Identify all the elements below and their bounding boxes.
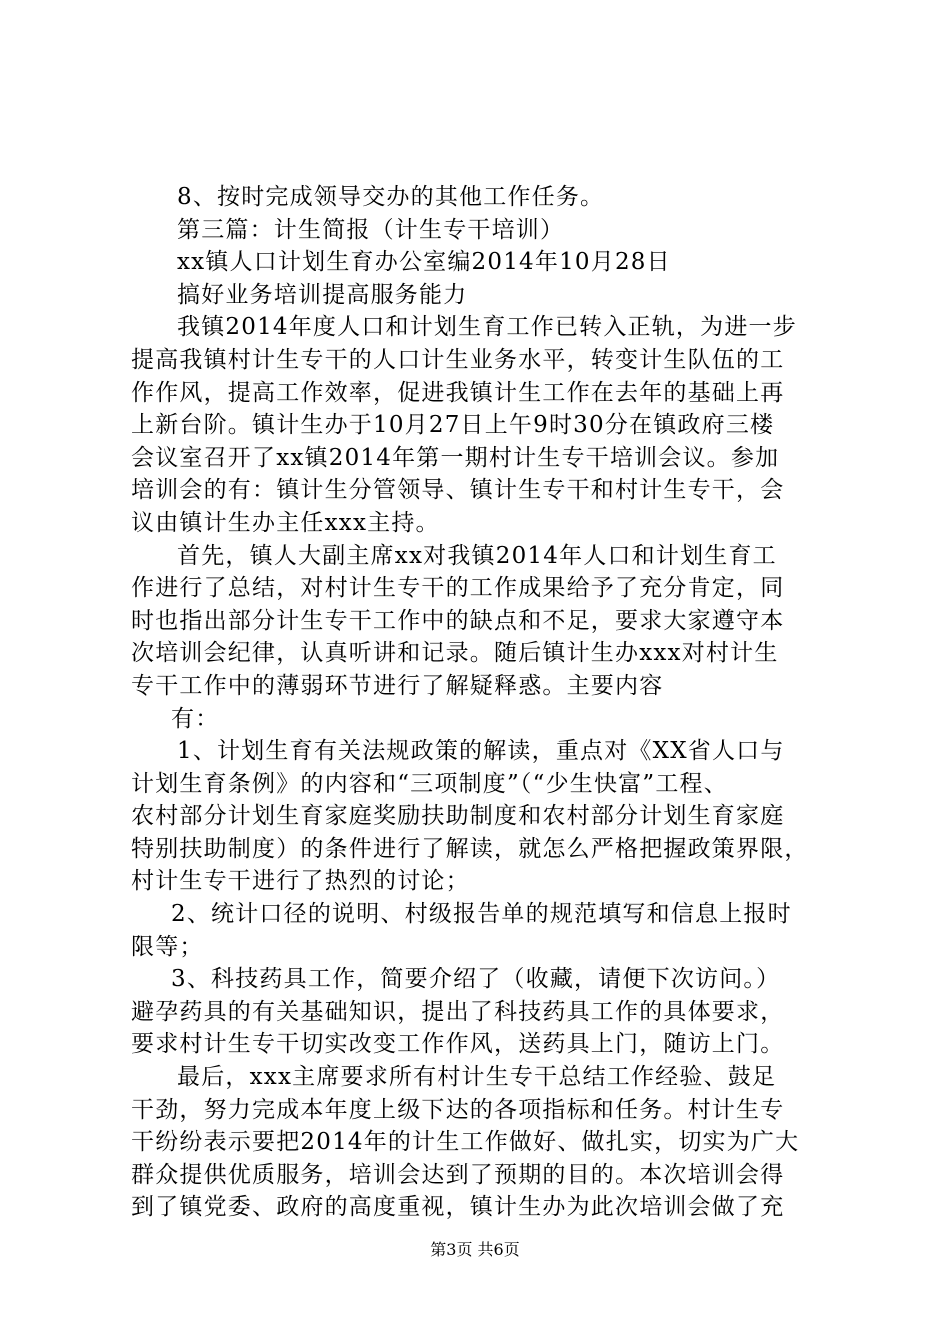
paragraph-2-line: 专干工作中的薄弱环节进行了解疑释惑。主要内容 xyxy=(131,672,664,699)
list-item-3-line: 避孕药具的有关基础知识，提出了科技药具工作的具体要求， xyxy=(131,998,785,1025)
list-item-2-line: 2、统计口径的说明、村级报告单的规范填写和信息上报时 xyxy=(171,901,792,928)
paragraph-1-line: 会议室召开了xx镇2014年第一期村计生专干培训会议。参加 xyxy=(131,444,780,471)
page-number-footer: 第3页 共6页 xyxy=(430,1240,520,1259)
paragraph-1-line: 提高我镇村计生专干的人口计生业务水平，转变计生队伍的工 xyxy=(131,346,785,373)
article-title: 搞好业务培训提高服务能力 xyxy=(177,281,468,308)
paragraph-2-line: 时也指出部分计生专干工作中的缺点和不足，要求大家遵守本 xyxy=(131,607,785,634)
paragraph-1-line: 作作风，提高工作效率，促进我镇计生工作在去年的基础上再 xyxy=(131,379,785,406)
list-item-2-line: 限等； xyxy=(131,933,204,960)
paragraph-3-line: 干劲，努力完成本年度上级下达的各项指标和任务。村计生专 xyxy=(131,1096,785,1123)
list-item-1-line: 1、计划生育有关法规政策的解读，重点对《XX省人口与 xyxy=(177,738,785,765)
list-item-3-line: 要求村计生专干切实改变工作作风，送药具上门，随访上门。 xyxy=(131,1031,785,1058)
list-item-1-line: 村计生专干进行了热烈的讨论； xyxy=(131,868,470,895)
paragraph-3-line: 到了镇党委、政府的高度重视，镇计生办为此次培训会做了充 xyxy=(131,1194,785,1221)
paragraph-1-line: 上新台阶。镇计生办于10月27日上午9时30分在镇政府三楼 xyxy=(131,412,775,439)
paragraph-3-line: 群众提供优质服务，培训会达到了预期的目的。本次培训会得 xyxy=(131,1161,785,1188)
paragraph-3-line: 最后，xxx主席要求所有村计生专干总结工作经验、鼓足 xyxy=(177,1064,777,1091)
list-item-8: 8、按时完成领导交办的其他工作任务。 xyxy=(177,184,605,210)
list-item-1-line: 计划生育条例》的内容和“三项制度”（“少生快富”工程、 xyxy=(131,770,728,797)
list-item-3-line: 3、科技药具工作，简要介绍了（收藏，请便下次访问。） xyxy=(171,966,781,993)
issuer-date-line: xx镇人口计划生育办公室编2014年10月28日 xyxy=(177,249,671,276)
paragraph-2-line: 作进行了总结，对村计生专干的工作成果给予了充分肯定，同 xyxy=(131,575,785,602)
document-body xyxy=(131,181,831,1224)
paragraph-2-line: 次培训会纪律，认真听讲和记录。随后镇计生办xxx对村计生 xyxy=(131,640,779,667)
paragraph-3-line: 干纷纷表示要把2014年的计生工作做好、做扎实，切实为广大 xyxy=(131,1129,800,1156)
paragraph-1-line: 议由镇计生办主任xxx主持。 xyxy=(131,509,440,536)
section-heading: 第三篇：计生简报（计生专干培训） xyxy=(177,216,565,243)
paragraph-2-line: 首先，镇人大副主席xx对我镇2014年人口和计划生育工 xyxy=(177,542,777,569)
paragraph-1-line: 培训会的有：镇计生分管领导、镇计生专干和村计生专干，会 xyxy=(131,477,785,504)
list-item-1-line: 特别扶助制度）的条件进行了解读，就怎么严格把握政策界限， xyxy=(131,835,809,862)
paragraph-1-line: 我镇2014年度人口和计划生育工作已转入正轨，为进一步 xyxy=(177,314,797,341)
paragraph-2-line: 有： xyxy=(171,705,220,732)
list-item-1-line: 农村部分计划生育家庭奖励扶助制度和农村部分计划生育家庭 xyxy=(131,803,785,830)
